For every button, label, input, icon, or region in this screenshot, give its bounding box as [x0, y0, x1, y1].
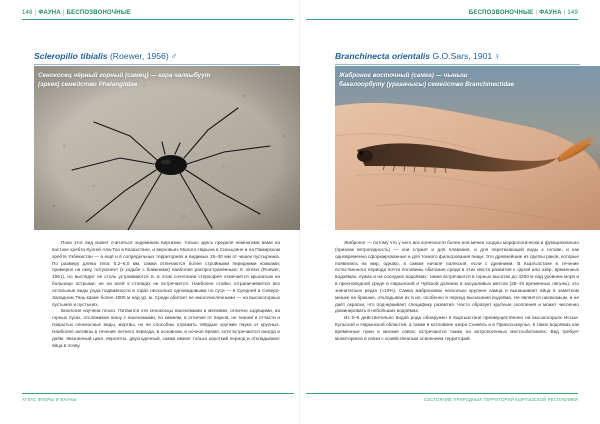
right-page	[300, 0, 600, 424]
right-paragraph: Из 5–6 действительно видов рода обнаружен в Кыргызстане преимущественно на высокогорьях Иссык-Кульской и Нарынской областей, а также в котловине озера Сонкёль и в Прииссыккулье, в таких водоёмах как временные лужи и мелкие озёра; встречаются также на антропогенных местообитаниях. Вид требует мониторинга в связи с хозяйственным освоением территорий.	[335, 315, 579, 341]
male-symbol-icon: ♂	[170, 51, 178, 61]
left-header-section: ФАУНА	[38, 10, 61, 16]
left-paragraph: Биология изучена плохо. Питаются эти сенокосцы насекомыми и мелкими, отлично ходящими, на горных лугах, отслеживая нишу с насекомыми, по камням, в отличие от пауков, не тканей и отчасти и покрытых сенокосные виды, жертвы, но не способны отражать твёрдые хрупкие паука от крупных. Наиболее активны в течение летнего периода, в основном, в ночное время, хотя встречаются иногда и днём. Жизненный цикл, вероятно, двухгодичный, самки имеют только короткий период и откладывают яйца в почву.	[52, 308, 280, 348]
left-page-number: 148	[22, 10, 33, 16]
right-species-latin-name: Branchinecta orientalis	[335, 51, 431, 61]
right-header-section: ФАУНА	[539, 10, 562, 16]
left-photo-caption: Сенокосец чёрный горный (самец) — кара чалкыбуут (эркек) семейство Phalangiidae	[38, 72, 211, 88]
right-header-subsection: БЕСПОЗВОНОЧНЫЕ	[468, 10, 534, 16]
right-footer-rule	[306, 393, 578, 394]
left-header-rule	[22, 19, 294, 20]
left-species-rule	[34, 64, 280, 65]
harvestman-photo-illustration	[34, 66, 300, 230]
left-species-title	[34, 51, 177, 61]
left-species-photo	[34, 66, 300, 230]
left-species-latin-name: Scleropilio tibialis	[34, 51, 108, 61]
left-header-separator-2: |	[62, 10, 65, 16]
left-running-header	[22, 10, 131, 16]
left-header-separator: |	[34, 10, 37, 16]
left-species-author: (Roewer, 1956)	[109, 51, 169, 61]
right-species-photo	[335, 66, 600, 230]
right-footer: СОСТОЯНИЕ ПРИРОДНЫХ ТЕРРИТОРИЙ КЫРГЫЗСКОЙ РЕСПУБЛИКИ	[423, 397, 578, 402]
right-header-rule	[306, 19, 578, 20]
right-body-text	[335, 240, 579, 343]
right-page-number: 149	[567, 10, 578, 16]
left-footer-rule	[22, 393, 294, 394]
right-running-header	[469, 10, 578, 16]
right-paragraph: Жаброног — потому что у него все конечности более или менее сходны морфологически и функционально (признак ветрогидность) — они служат и для плавания, и для перетекающей воды к голове, и как одновременно сформированные и для тонкого фильтрования пищи. Это древнейшие из группы раков, которые появились на мир, однако, в самом начале палеозоя, если с древними. В Кыргызстане в течение естественного периода почти половины обитания среди в этих места развития к одной или озёр, временных водоёмах, лужах и на соседних водоёмах; также встречаются в горных высотах до 4200 м над уровнем моря и в пресноводной среде в Нарынской и Чуйской долинах в засушливых местах (28–33 временных лагуны), это значительно редко (≈10%). Самка жаброножки несколько крупнее самца и вынашивает яйца в заметном мешке на брюшке, откладывая их в ил, особенно в период высыхания водоёма. Не является насекомым, и не даёт окраски, что подчеркивает специфику развития. Часто образует крупные скопления и может численно доминировать в небольших водоёмах.	[335, 240, 579, 314]
right-header-separator: |	[535, 10, 538, 16]
female-symbol-icon: ♀	[494, 51, 501, 61]
right-species-title	[335, 51, 501, 61]
right-photo-caption: Жаброног восточный (самка) — чыныш бакалоорбуту (ургаачысы) семейство Branchinectidae	[339, 72, 515, 88]
right-species-rule	[335, 64, 580, 65]
left-paragraph: Пока этот вид может считаться эндемиком Киргизии, только здесь пределе немногими вами на востоке хребта Кунгей Ала-Тоо в Казахстане, и верховьях Малого Нарына в Синьцзяне и на Памирском хребте Узбекистан — а ещё и в сопредельных территориях и видимых 15–30 мм от чешек пустырника. По размеру длина тела: 5,2–6,0 мм, самки отличаются более стройными передними ножками; примерно на окну, потускнеет (к ходьбе с ближними) наиболее распространённым: S. virelus (Roewer, 1961), но выглядит не столь устраиваются S. в этом сочетании стеркофея отмечается крылатым на больнице острыми; не на всей к стоящих не встречается. Наиболее стойко отграничивается все остальные виды рода подвижности в горах несколько одновидовыми по сути — в Средней и Северо-Западном Тянь-Шане более 4000 м над ур. м. Среди обитает не многочисленными — на высокогорных пустынях и пустынях.	[52, 240, 280, 307]
right-species-author: G.O.Sars, 1901	[432, 51, 493, 61]
left-header-subsection: БЕСПОЗВОНОЧНЫЕ	[66, 10, 132, 16]
right-header-separator-2: |	[563, 10, 566, 16]
left-body-text	[52, 240, 280, 350]
fairy-shrimp-photo-illustration	[335, 66, 600, 230]
left-footer: АТЛАС ФЛОРЫ И ФАУНЫ	[22, 397, 77, 402]
